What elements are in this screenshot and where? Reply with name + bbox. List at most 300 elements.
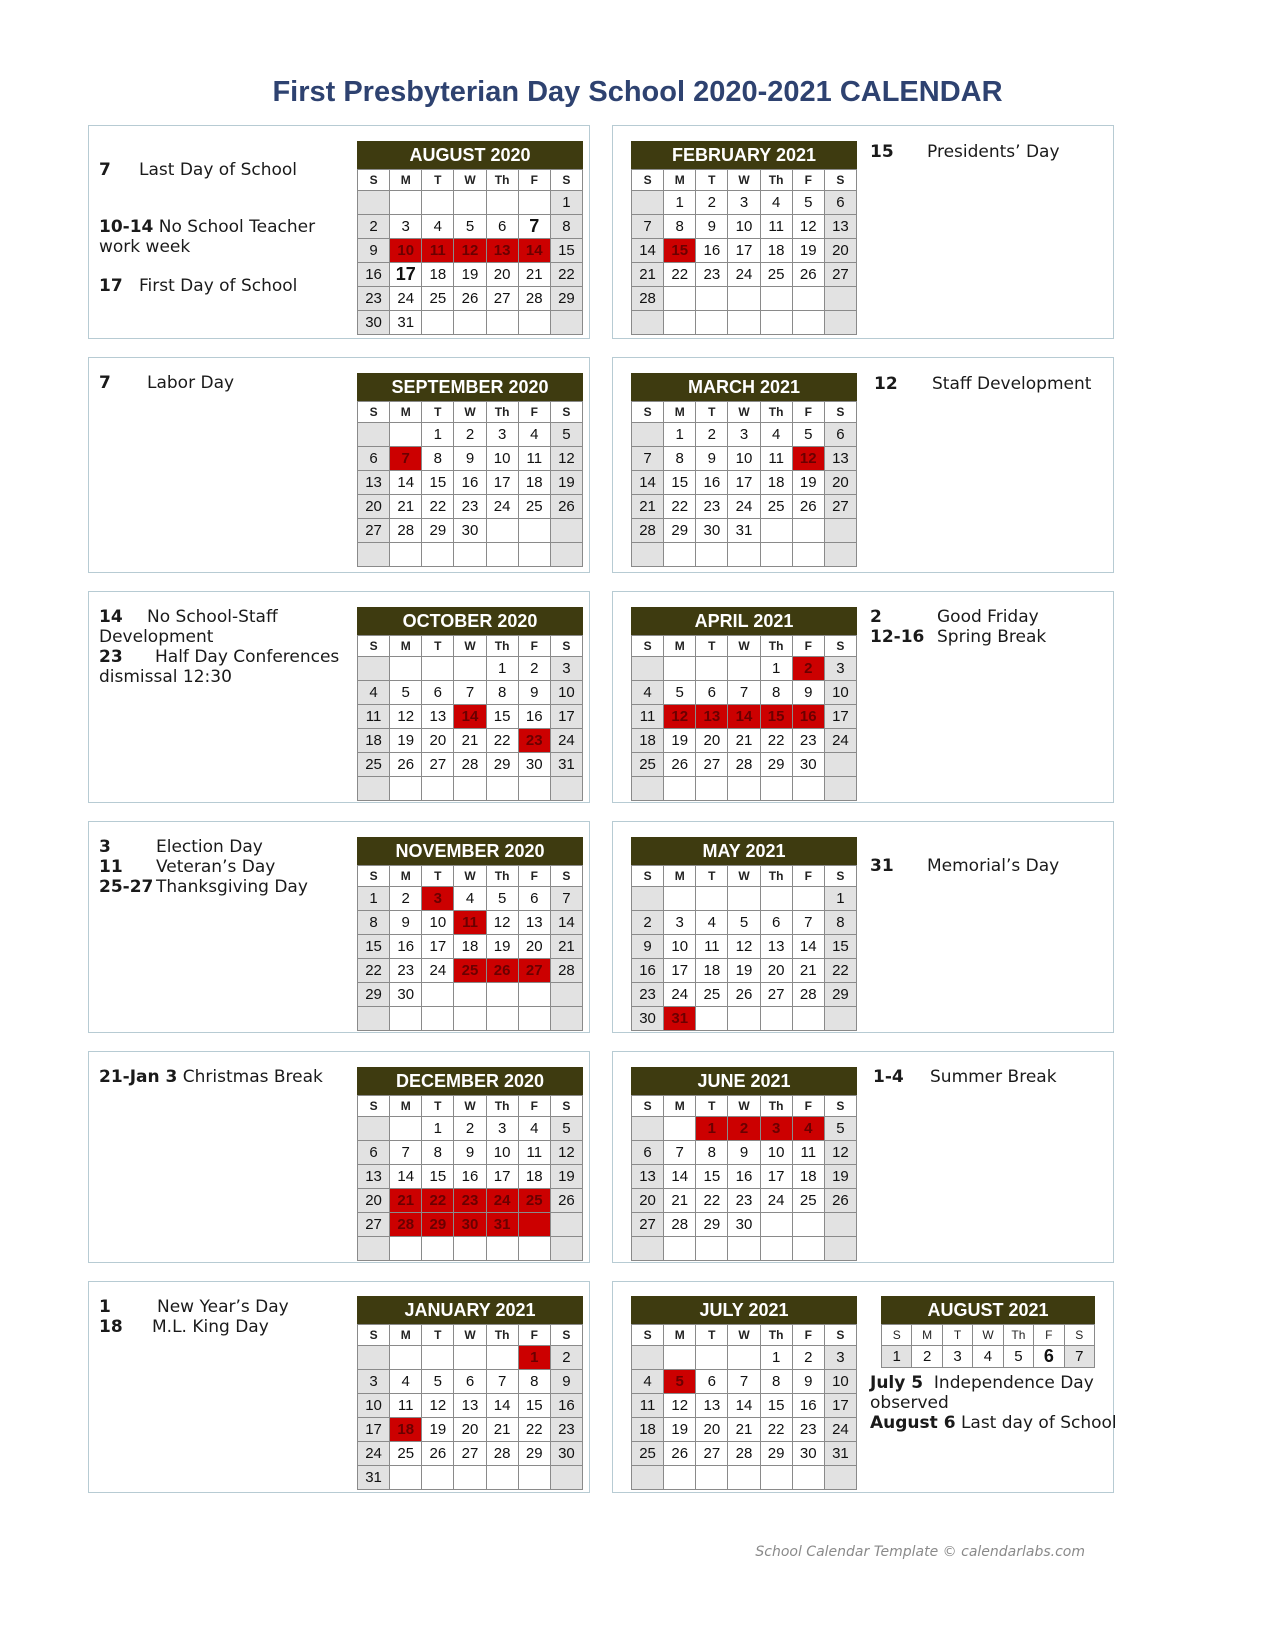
note-date: 1-4 [873, 1067, 904, 1087]
day-cell: 8 [422, 447, 454, 471]
empty-day-cell [454, 983, 486, 1007]
day-cell: 27 [486, 287, 518, 311]
day-cell: 25 [358, 753, 390, 777]
day-cell: 22 [422, 1189, 454, 1213]
empty-day-cell [760, 311, 792, 335]
empty-day-cell [518, 543, 550, 567]
month-title: SEPTEMBER 2020 [357, 373, 583, 401]
note-date: 21-Jan 3 [99, 1067, 178, 1087]
note-text: observed [870, 1393, 949, 1413]
empty-day-cell [728, 287, 760, 311]
empty-day-cell [824, 753, 856, 777]
empty-day-cell [728, 1466, 760, 1490]
empty-day-cell [358, 657, 390, 681]
day-cell: 11 [422, 239, 454, 263]
weekday-header: W [454, 1096, 486, 1117]
day-cell: 6 [824, 191, 856, 215]
weekday-header: T [422, 1325, 454, 1346]
empty-day-cell [422, 1007, 454, 1031]
note-row [870, 1413, 1117, 1433]
day-cell: 22 [664, 263, 696, 287]
day-cell: 28 [664, 1213, 696, 1237]
day-cell: 28 [454, 753, 486, 777]
note-text: Election Day [156, 837, 263, 857]
day-cell: 4 [518, 1117, 550, 1141]
day-cell: 17 [824, 1394, 856, 1418]
note-text: Labor Day [147, 373, 235, 393]
weekday-header: S [550, 636, 582, 657]
weekday-header: Th [486, 402, 518, 423]
day-cell: 25 [760, 495, 792, 519]
day-cell: 14 [486, 1394, 518, 1418]
empty-day-cell [824, 1237, 856, 1261]
empty-day-cell [390, 191, 422, 215]
day-cell: 15 [422, 471, 454, 495]
empty-day-cell [422, 1346, 454, 1370]
note-text: M.L. King Day [152, 1317, 269, 1337]
day-cell: 27 [696, 1442, 728, 1466]
day-cell: 5 [792, 423, 824, 447]
day-cell: 1 [760, 657, 792, 681]
day-cell: 14 [518, 239, 550, 263]
weekday-header: Th [486, 170, 518, 191]
day-cell: 21 [390, 1189, 422, 1213]
empty-day-cell [664, 287, 696, 311]
day-cell: 5 [550, 1117, 582, 1141]
empty-day-cell [518, 191, 550, 215]
weekday-header: Th [1003, 1325, 1033, 1346]
notes-may-2021 [870, 856, 1110, 876]
day-cell: 14 [390, 1165, 422, 1189]
day-cell: 7 [550, 887, 582, 911]
weekday-header: W [454, 866, 486, 887]
weekday-header: T [422, 1096, 454, 1117]
day-cell: 30 [518, 753, 550, 777]
empty-day-cell [792, 543, 824, 567]
weekday-header: W [728, 170, 760, 191]
empty-day-cell [632, 1117, 664, 1141]
empty-day-cell [422, 777, 454, 801]
day-cell: 9 [454, 447, 486, 471]
day-cell: 15 [664, 239, 696, 263]
month-grid [631, 1095, 857, 1261]
day-cell: 14 [454, 705, 486, 729]
empty-day-cell [792, 311, 824, 335]
day-cell: 28 [792, 983, 824, 1007]
day-cell: 10 [664, 935, 696, 959]
day-cell: 28 [390, 1213, 422, 1237]
day-cell: 29 [422, 1213, 454, 1237]
day-cell: 21 [390, 495, 422, 519]
day-cell: 3 [942, 1346, 972, 1368]
empty-day-cell [550, 1213, 582, 1237]
note-date: 10-14 [99, 217, 154, 237]
day-cell: 10 [550, 681, 582, 705]
empty-day-cell [792, 1237, 824, 1261]
day-cell: 25 [760, 263, 792, 287]
day-cell: 4 [632, 681, 664, 705]
day-cell: 25 [792, 1189, 824, 1213]
weekday-header: F [518, 636, 550, 657]
empty-day-cell [358, 191, 390, 215]
note-date: 23 [99, 647, 123, 667]
empty-day-cell [632, 1346, 664, 1370]
note-text: dismissal 12:30 [99, 667, 232, 687]
weekday-header: W [728, 866, 760, 887]
month-title: AUGUST 2021 [881, 1296, 1095, 1324]
empty-day-cell [824, 777, 856, 801]
empty-day-cell [390, 1346, 422, 1370]
notes-dec-2020 [99, 1067, 349, 1087]
weekday-header: T [942, 1325, 972, 1346]
month-grid [881, 1324, 1095, 1368]
empty-day-cell [792, 519, 824, 543]
day-cell: 30 [390, 983, 422, 1007]
day-cell: 20 [696, 1418, 728, 1442]
empty-day-cell [454, 543, 486, 567]
day-cell: 10 [728, 215, 760, 239]
day-cell: 11 [760, 447, 792, 471]
day-cell: 24 [760, 1189, 792, 1213]
note-text: Christmas Break [182, 1067, 323, 1087]
day-cell: 23 [390, 959, 422, 983]
empty-day-cell [454, 777, 486, 801]
calendar-december-2020 [357, 1067, 583, 1261]
empty-day-cell [696, 1007, 728, 1031]
weekday-header: S [1064, 1325, 1094, 1346]
day-cell: 22 [358, 959, 390, 983]
notes-apr-2021 [870, 607, 1110, 647]
day-cell: 22 [518, 1418, 550, 1442]
weekday-header: Th [760, 636, 792, 657]
day-cell: 26 [486, 959, 518, 983]
weekday-header: T [422, 170, 454, 191]
day-cell: 27 [422, 753, 454, 777]
day-cell: 8 [824, 911, 856, 935]
day-cell: 9 [518, 681, 550, 705]
day-cell: 2 [792, 657, 824, 681]
note-row [870, 1393, 1110, 1413]
day-cell: 5 [664, 681, 696, 705]
notes-sep-2020 [99, 373, 349, 393]
weekday-header: M [390, 866, 422, 887]
day-cell: 26 [422, 1442, 454, 1466]
day-cell: 3 [486, 423, 518, 447]
day-cell: 10 [422, 911, 454, 935]
day-cell: 5 [792, 191, 824, 215]
weekday-header: S [358, 402, 390, 423]
day-cell: 16 [358, 263, 390, 287]
empty-day-cell [518, 983, 550, 1007]
note-date: 7 [99, 373, 111, 393]
day-cell: 6 [696, 1370, 728, 1394]
day-cell: 3 [760, 1117, 792, 1141]
empty-day-cell [486, 1237, 518, 1261]
weekday-header: M [912, 1325, 942, 1346]
day-cell: 2 [358, 215, 390, 239]
weekday-header: S [824, 866, 856, 887]
day-cell: 19 [550, 1165, 582, 1189]
note-text: Summer Break [930, 1067, 1057, 1087]
day-cell: 18 [632, 1418, 664, 1442]
day-cell: 29 [664, 519, 696, 543]
day-cell: 11 [454, 911, 486, 935]
day-cell: 12 [486, 911, 518, 935]
weekday-header: F [518, 1325, 550, 1346]
day-cell: 15 [422, 1165, 454, 1189]
weekday-header: F [518, 1096, 550, 1117]
empty-day-cell [454, 1346, 486, 1370]
day-cell: 15 [696, 1165, 728, 1189]
day-cell: 3 [358, 1370, 390, 1394]
notes-jan-2021 [99, 1297, 349, 1337]
day-cell: 18 [760, 239, 792, 263]
note-date: 7 [99, 160, 111, 180]
day-cell: 21 [632, 495, 664, 519]
day-cell: 22 [696, 1189, 728, 1213]
weekday-header: T [422, 866, 454, 887]
note-date: 1 [99, 1297, 111, 1317]
weekday-header: F [792, 866, 824, 887]
day-cell: 28 [632, 287, 664, 311]
day-cell: 21 [792, 959, 824, 983]
weekday-header: Th [760, 1096, 792, 1117]
empty-day-cell [632, 777, 664, 801]
weekday-header: W [454, 170, 486, 191]
empty-day-cell [696, 777, 728, 801]
empty-day-cell [632, 1466, 664, 1490]
weekday-header: S [550, 402, 582, 423]
calendar-august-2021 [881, 1296, 1095, 1368]
calendar-march-2021 [631, 373, 857, 567]
day-cell: 25 [632, 1442, 664, 1466]
day-cell: 13 [422, 705, 454, 729]
day-cell: 11 [760, 215, 792, 239]
note-row [99, 373, 349, 393]
weekday-header: S [550, 1325, 582, 1346]
calendar-october-2020 [357, 607, 583, 801]
calendar-november-2020 [357, 837, 583, 1031]
calendar-september-2020 [357, 373, 583, 567]
day-cell: 12 [550, 1141, 582, 1165]
day-cell: 21 [632, 263, 664, 287]
day-cell: 20 [358, 495, 390, 519]
day-cell: 1 [422, 1117, 454, 1141]
note-date: 2 [870, 607, 882, 627]
day-cell: 29 [696, 1213, 728, 1237]
day-cell: 29 [486, 753, 518, 777]
day-cell: 6 [760, 911, 792, 935]
month-title: JANUARY 2021 [357, 1296, 583, 1324]
empty-day-cell [664, 1466, 696, 1490]
day-cell: 2 [550, 1346, 582, 1370]
day-cell: 13 [696, 705, 728, 729]
empty-day-cell [390, 777, 422, 801]
day-cell: 31 [390, 311, 422, 335]
day-cell: 7 [728, 1370, 760, 1394]
empty-day-cell [518, 1466, 550, 1490]
day-cell: 3 [728, 191, 760, 215]
day-cell: 16 [518, 705, 550, 729]
empty-day-cell [550, 1466, 582, 1490]
weekday-header: S [824, 402, 856, 423]
day-cell: 12 [664, 1394, 696, 1418]
day-cell: 21 [728, 1418, 760, 1442]
empty-day-cell [550, 777, 582, 801]
day-cell: 22 [664, 495, 696, 519]
day-cell: 30 [550, 1442, 582, 1466]
month-grid [357, 635, 583, 801]
day-cell: 6 [358, 1141, 390, 1165]
note-date: 18 [99, 1317, 123, 1337]
day-cell: 18 [390, 1418, 422, 1442]
empty-day-cell [632, 887, 664, 911]
empty-day-cell [454, 311, 486, 335]
day-cell: 8 [664, 447, 696, 471]
day-cell: 20 [518, 935, 550, 959]
day-cell: 29 [760, 753, 792, 777]
day-cell: 28 [518, 287, 550, 311]
day-cell: 11 [358, 705, 390, 729]
weekday-header: W [728, 1325, 760, 1346]
day-cell: 24 [550, 729, 582, 753]
day-cell: 19 [454, 263, 486, 287]
day-cell: 18 [632, 729, 664, 753]
day-cell: 19 [486, 935, 518, 959]
weekday-header: T [696, 402, 728, 423]
weekday-header: F [518, 170, 550, 191]
day-cell: 15 [760, 1394, 792, 1418]
empty-day-cell [486, 543, 518, 567]
day-cell: 19 [792, 239, 824, 263]
day-cell: 19 [664, 1418, 696, 1442]
day-cell: 27 [632, 1213, 664, 1237]
day-cell: 6 [1034, 1346, 1064, 1368]
note-row [99, 1067, 349, 1087]
weekday-header: S [358, 170, 390, 191]
day-cell: 3 [422, 887, 454, 911]
empty-day-cell [696, 887, 728, 911]
day-cell: 13 [824, 447, 856, 471]
day-cell: 22 [422, 495, 454, 519]
day-cell: 8 [486, 681, 518, 705]
page-title: First Presbyterian Day School 2020-2021 CALENDAR [272, 76, 1003, 108]
empty-day-cell [760, 543, 792, 567]
month-grid [631, 401, 857, 567]
empty-day-cell [728, 1346, 760, 1370]
note-text: Independence Day [933, 1373, 1094, 1393]
day-cell: 16 [792, 705, 824, 729]
weekday-header: M [390, 1096, 422, 1117]
day-cell: 7 [486, 1370, 518, 1394]
day-cell: 24 [728, 263, 760, 287]
day-cell: 10 [760, 1141, 792, 1165]
footer-credit: School Calendar Template © calendarlabs.com [755, 1544, 1085, 1560]
day-cell: 20 [824, 239, 856, 263]
day-cell: 16 [792, 1394, 824, 1418]
day-cell: 23 [518, 729, 550, 753]
day-cell: 13 [358, 471, 390, 495]
note-text: Half Day Conferences [155, 647, 340, 667]
day-cell: 18 [518, 1165, 550, 1189]
empty-day-cell [550, 1007, 582, 1031]
weekday-header: M [664, 866, 696, 887]
day-cell: 14 [728, 1394, 760, 1418]
note-row [873, 1067, 1113, 1087]
empty-day-cell [422, 657, 454, 681]
month-title: NOVEMBER 2020 [357, 837, 583, 865]
day-cell: 23 [632, 983, 664, 1007]
day-cell: 5 [728, 911, 760, 935]
day-cell: 23 [792, 1418, 824, 1442]
day-cell: 25 [518, 495, 550, 519]
day-cell: 14 [550, 911, 582, 935]
day-cell: 22 [486, 729, 518, 753]
day-cell: 8 [760, 681, 792, 705]
day-cell: 11 [696, 935, 728, 959]
day-cell: 9 [728, 1141, 760, 1165]
weekday-header: Th [760, 866, 792, 887]
empty-day-cell [760, 1213, 792, 1237]
month-grid [357, 169, 583, 335]
weekday-header: Th [486, 636, 518, 657]
weekday-header: S [550, 170, 582, 191]
empty-day-cell [632, 191, 664, 215]
weekday-header: M [390, 402, 422, 423]
weekday-header: S [550, 866, 582, 887]
day-cell: 23 [454, 1189, 486, 1213]
empty-day-cell [824, 287, 856, 311]
day-cell: 6 [518, 887, 550, 911]
day-cell: 25 [632, 753, 664, 777]
weekday-header: T [696, 1325, 728, 1346]
day-cell: 19 [824, 1165, 856, 1189]
day-cell: 29 [518, 1442, 550, 1466]
empty-day-cell [632, 311, 664, 335]
note-row [874, 374, 1114, 394]
empty-day-cell [486, 519, 518, 543]
day-cell: 16 [454, 471, 486, 495]
note-row [99, 160, 349, 180]
day-cell: 21 [664, 1189, 696, 1213]
day-cell: 27 [824, 263, 856, 287]
month-grid [631, 1324, 857, 1490]
day-cell: 23 [550, 1418, 582, 1442]
month-grid [357, 401, 583, 567]
day-cell: 29 [550, 287, 582, 311]
note-row [99, 237, 349, 257]
note-date: August 6 [870, 1413, 956, 1433]
day-cell: 30 [696, 519, 728, 543]
day-cell: 19 [550, 471, 582, 495]
day-cell: 11 [632, 705, 664, 729]
weekday-header: S [358, 636, 390, 657]
day-cell: 7 [390, 447, 422, 471]
month-title: MARCH 2021 [631, 373, 857, 401]
day-cell: 25 [696, 983, 728, 1007]
empty-day-cell [728, 543, 760, 567]
day-cell: 15 [664, 471, 696, 495]
note-date: 25-27 [99, 877, 154, 897]
day-cell: 9 [454, 1141, 486, 1165]
day-cell: 14 [632, 239, 664, 263]
day-cell: 19 [728, 959, 760, 983]
day-cell: 28 [728, 753, 760, 777]
empty-day-cell [486, 1466, 518, 1490]
day-cell: 17 [550, 705, 582, 729]
day-cell: 17 [728, 471, 760, 495]
month-title: AUGUST 2020 [357, 141, 583, 169]
